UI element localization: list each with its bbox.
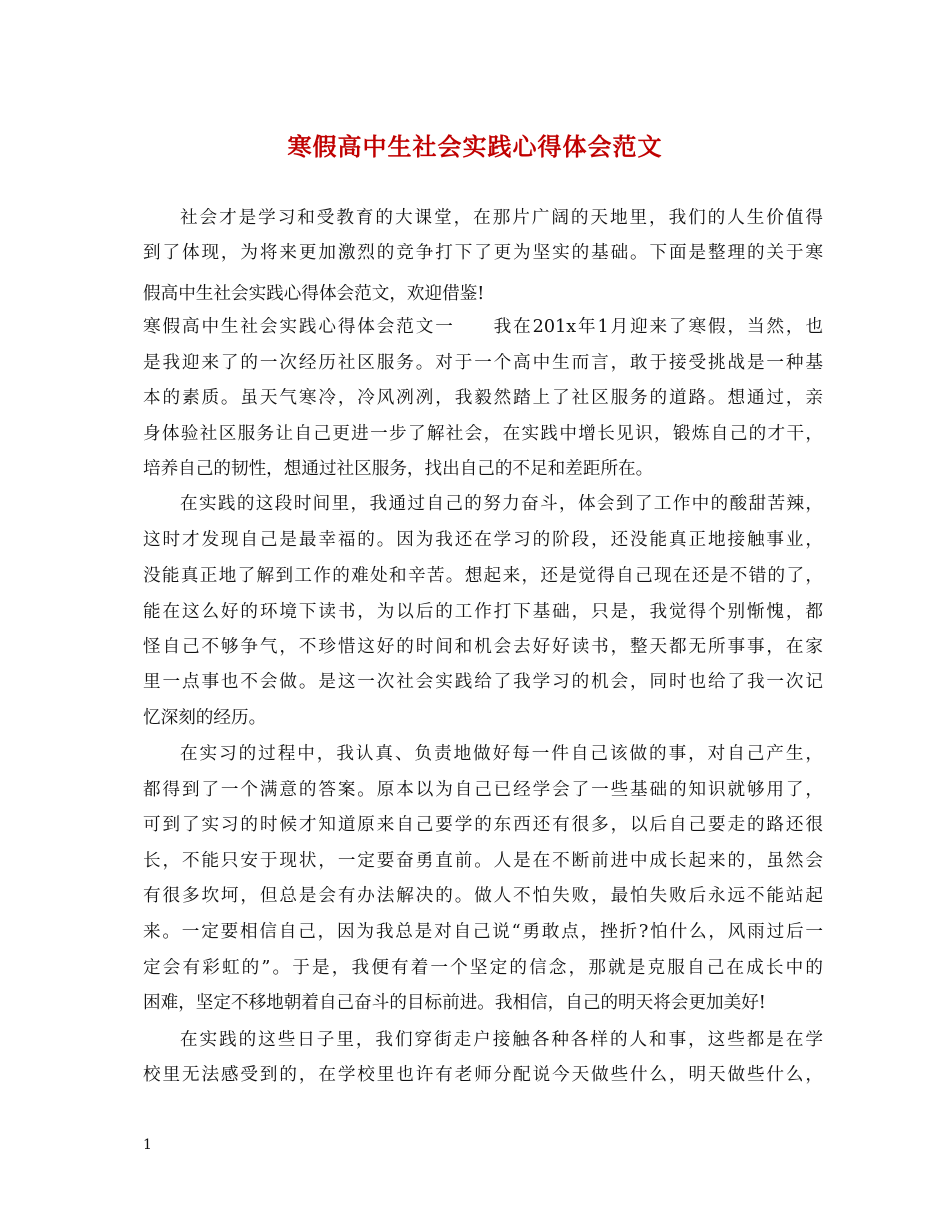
text-line: 在实践的这段时间里，我通过自己的努力奋斗，体会到了工作中的酸甜苦辣， — [180, 494, 823, 514]
text-line: 有很多坎坷，但总是会有办法解决的。做人不怕失败，最怕失败后永远不能站起 — [143, 886, 823, 906]
text-line: 是我迎来了的一次经历社区服务。对于一个高中生而言，敢于接受挑战是一种基 — [143, 353, 823, 373]
text-line: 社会才是学习和受教育的大课堂，在那片广阔的天地里，我们的人生价值得 — [180, 208, 823, 228]
text-line: 身体验社区服务让自己更进一步了解社会，在实践中增长见识，锻炼自己的才干， — [143, 424, 823, 444]
text-line: 寒假高中生社会实践心得体会范文一 我在201x年1月迎来了寒假，当然，也 — [143, 317, 823, 337]
text-line: 没能真正地了解到工作的难处和辛苦。想起来，还是觉得自己现在还是不错的了， — [143, 566, 823, 586]
text-line: 本的素质。虽天气寒冷，冷风冽冽，我毅然踏上了社区服务的道路。想通过，亲 — [143, 388, 823, 408]
text-line: 都得到了一个满意的答案。原本以为自己已经学会了一些基础的知识就够用了， — [143, 780, 823, 800]
text-line: 来。一定要相信自己，因为我总是对自己说“勇敢点，挫折?怕什么，风雨过后一 — [143, 922, 823, 942]
text-line: 里一点事也不会做。是这一次社会实践给了我学习的机会，同时也给了我一次记 — [143, 672, 823, 692]
text-line: 能在这么好的环境下读书，为以后的工作打下基础，只是，我觉得个别惭愧，都 — [143, 602, 823, 622]
text-line: 校里无法感受到的，在学校里也许有老师分配说今天做些什么，明天做些什么， — [143, 1065, 823, 1085]
text-line: 忆深刻的经历。 — [143, 708, 267, 728]
text-line: 可到了实习的时候才知道原来自己要学的东西还有很多，以后自己要走的路还很 — [143, 815, 823, 835]
text-line: 在实践的这些日子里，我们穿街走户接触各种各样的人和事，这些都是在学 — [180, 1030, 823, 1050]
text-line: 到了体现，为将来更加激烈的竞争打下了更为坚实的基础。下面是整理的关于寒 — [143, 243, 823, 263]
text-line: 假高中生社会实践心得体会范文，欢迎借鉴! — [143, 284, 485, 304]
text-line: 长，不能只安于现状，一定要奋勇直前。人是在不断前进中成长起来的，虽然会 — [143, 851, 823, 871]
document-title: 寒假高中生社会实践心得体会范文 — [287, 132, 663, 161]
text-line: 怪自己不够争气，不珍惜这好的时间和机会去好好读书，整天都无所事事，在家 — [143, 637, 823, 657]
page-number: 1 — [143, 1137, 152, 1153]
text-line: 培养自己的韧性，想通过社区服务，找出自己的不足和差距所在。 — [143, 459, 654, 479]
text-line: 困难，坚定不移地朝着自己奋斗的目标前进。我相信，自己的明天将会更加美好! — [143, 993, 766, 1013]
text-line: 定会有彩虹的”。于是，我便有着一个坚定的信念，那就是克服自己在成长中的 — [143, 958, 823, 978]
text-line: 这时才发现自己是最幸福的。因为我还在学习的阶段，还没能真正地接触事业， — [143, 530, 823, 550]
text-line: 在实习的过程中，我认真、负责地做好每一件自己该做的事，对自己产生， — [180, 744, 823, 764]
